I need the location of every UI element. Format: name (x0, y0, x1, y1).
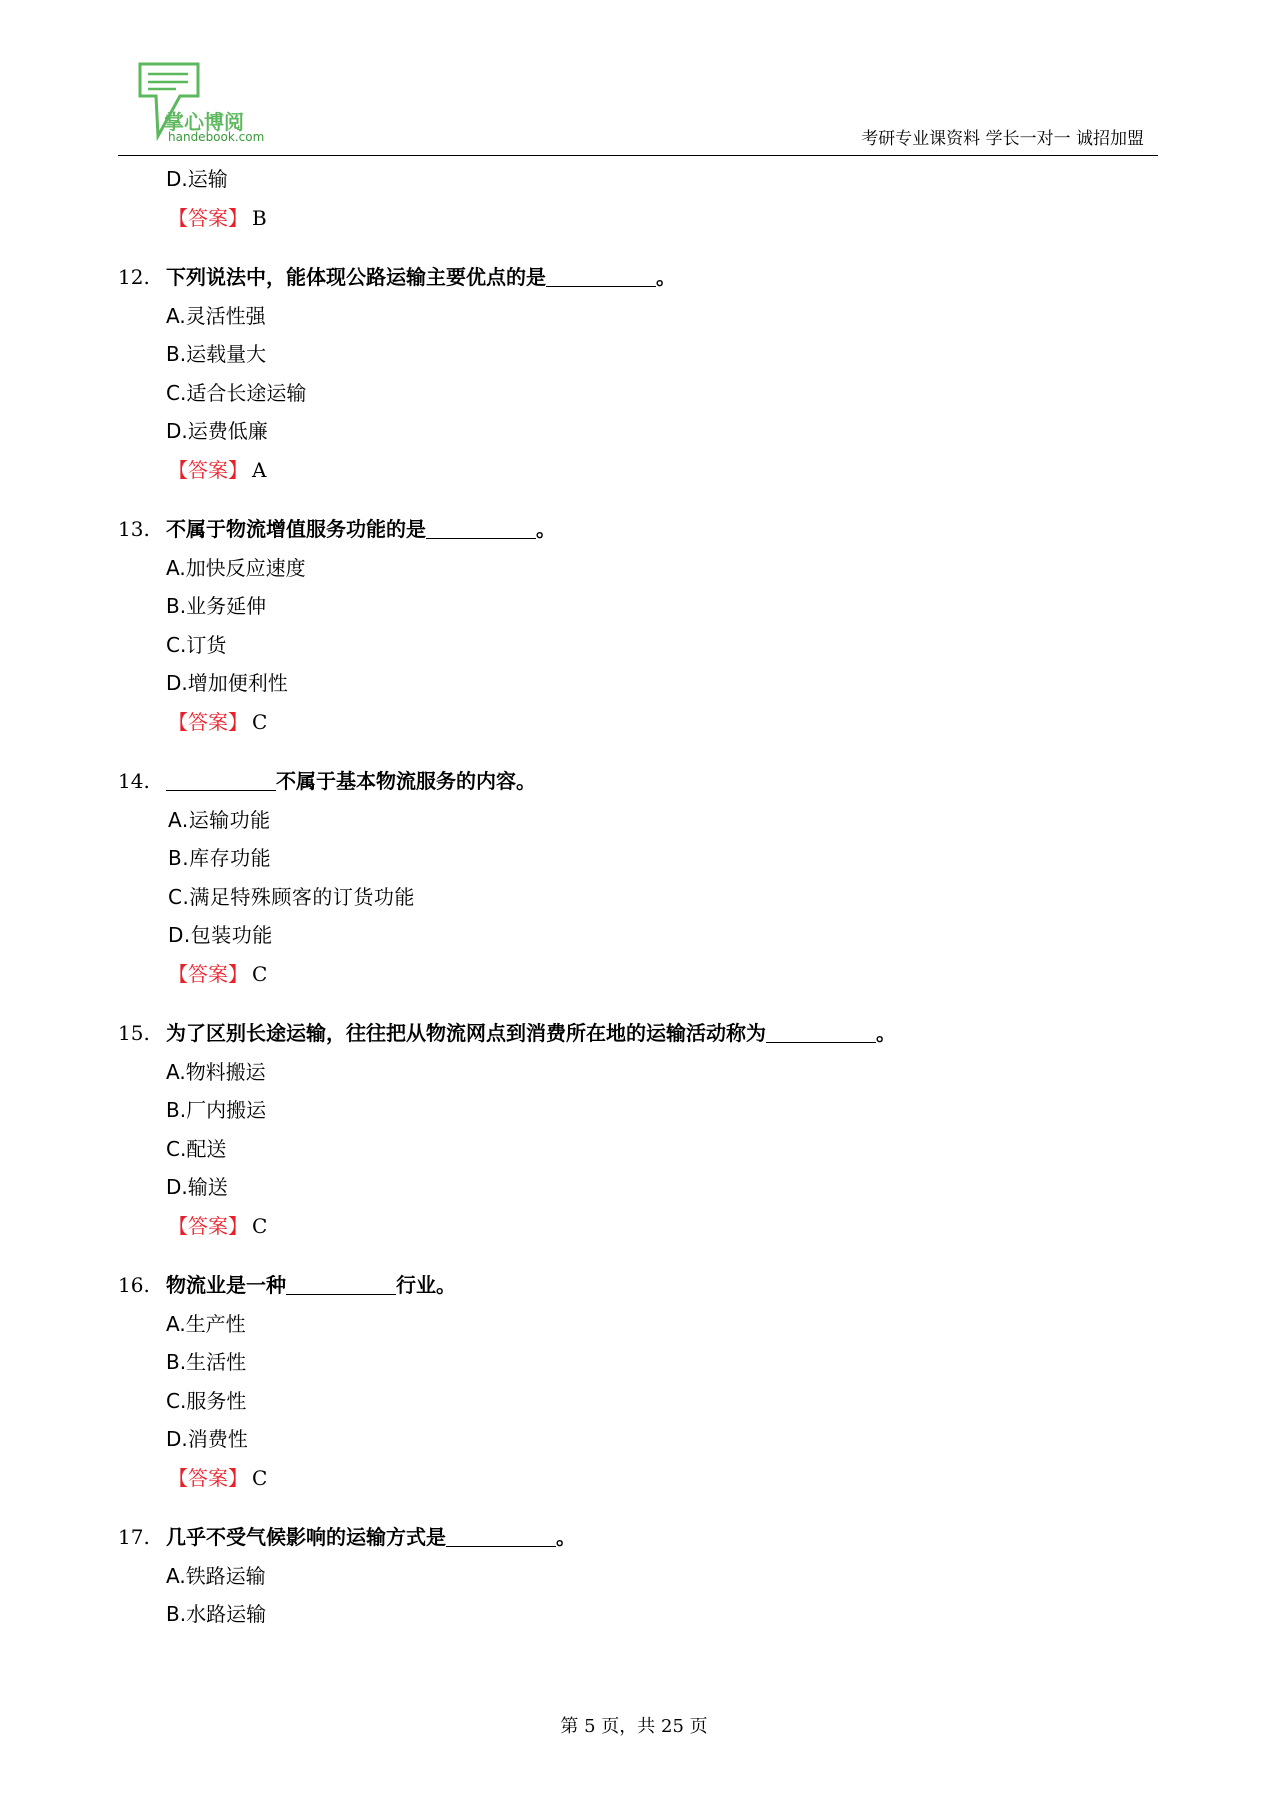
logo-title: 掌心博阅 (164, 110, 244, 134)
header-slogan: 考研专业课资料 学长一对一 诚招加盟 (861, 129, 1144, 149)
stem-end: 。 (876, 1021, 896, 1045)
answer-line (118, 199, 1158, 238)
answer-value: C (252, 1213, 268, 1238)
question-number: 15. (118, 1021, 150, 1045)
question-number: 13. (118, 517, 150, 541)
option-c: C.配送 (166, 1136, 227, 1161)
page-header (118, 60, 1158, 156)
stem-text: 下列说法中，能体现公路运输主要优点的是 (166, 265, 546, 289)
option-c: C.订货 (166, 632, 227, 657)
stem-end: 不属于基本物流服务的内容。 (276, 769, 536, 793)
answer-label: 【答案】 (168, 709, 248, 734)
question-stem (118, 1014, 1158, 1053)
stem-text: 为了区别长途运输，往往把从物流网点到消费所在地的运输活动称为 (166, 1021, 766, 1045)
logo-subtitle: handebook.com (168, 130, 265, 144)
answer-value: A (252, 457, 267, 482)
option-a: A.运输功能 (168, 807, 271, 832)
answer-value: C (252, 1465, 268, 1490)
answer-blank (426, 514, 536, 539)
answer-line (118, 451, 1158, 490)
stem-end: 行业。 (396, 1273, 456, 1297)
option-d: D.运输 (166, 167, 228, 191)
question-number: 14. (118, 769, 150, 793)
answer-value: B (252, 205, 267, 230)
document-body (118, 160, 1158, 1634)
option-a: A.物料搬运 (166, 1059, 266, 1084)
option-c: C.适合长途运输 (166, 380, 307, 405)
option-a: A.铁路运输 (166, 1563, 266, 1588)
answer-blank (766, 1018, 876, 1043)
answer-value: C (252, 961, 268, 986)
question-number: 17. (118, 1525, 150, 1549)
answer-blank (286, 1270, 396, 1295)
question-stem (118, 1266, 1158, 1305)
answer-blank (446, 1522, 556, 1547)
page-footer: 第 5 页，共 25 页 (560, 1716, 708, 1737)
answer-label: 【答案】 (168, 1465, 248, 1490)
stem-text: 几乎不受气候影响的运输方式是 (166, 1525, 446, 1549)
option-b: B.生活性 (166, 1350, 247, 1374)
question-number: 16. (118, 1273, 150, 1297)
option-a: A.加快反应速度 (166, 555, 306, 580)
question-stem (118, 1518, 1158, 1557)
option-b: B.业务延伸 (166, 594, 267, 618)
answer-label: 【答案】 (168, 457, 248, 482)
stem-text: 不属于物流增值服务功能的是 (166, 517, 426, 541)
answer-line (118, 703, 1158, 742)
stem-end: 。 (536, 517, 556, 541)
stem-end: 。 (656, 265, 676, 289)
option-d: D.输送 (166, 1175, 228, 1199)
answer-blank (166, 766, 276, 791)
option-c: C.满足特殊顾客的订货功能 (168, 884, 415, 909)
answer-value: C (252, 709, 268, 734)
option-c: C.服务性 (166, 1388, 247, 1413)
option-d: D.增加便利性 (166, 671, 288, 695)
option-b: B.厂内搬运 (166, 1098, 267, 1122)
stem-text: 物流业是一种 (166, 1273, 286, 1297)
option-a: A.生产性 (166, 1311, 246, 1336)
question-number: 12. (118, 265, 150, 289)
stem-end: 。 (556, 1525, 576, 1549)
option-b: B.运载量大 (166, 342, 267, 366)
option-b: B.库存功能 (168, 846, 272, 870)
option-d: D.消费性 (166, 1427, 248, 1451)
answer-line (118, 1207, 1158, 1246)
answer-label: 【答案】 (168, 1213, 248, 1238)
option-d: D.运费低廉 (166, 419, 268, 443)
answer-label: 【答案】 (168, 205, 248, 230)
answer-line (118, 955, 1158, 994)
question-stem (118, 762, 1158, 801)
answer-label: 【答案】 (168, 961, 248, 986)
question-stem (118, 258, 1158, 297)
answer-blank (546, 262, 656, 287)
header-divider (118, 155, 1158, 156)
option-a: A.灵活性强 (166, 303, 266, 328)
option-b: B.水路运输 (166, 1602, 267, 1626)
option-d: D.包装功能 (168, 923, 273, 947)
question-stem (118, 510, 1158, 549)
answer-line (118, 1459, 1158, 1498)
